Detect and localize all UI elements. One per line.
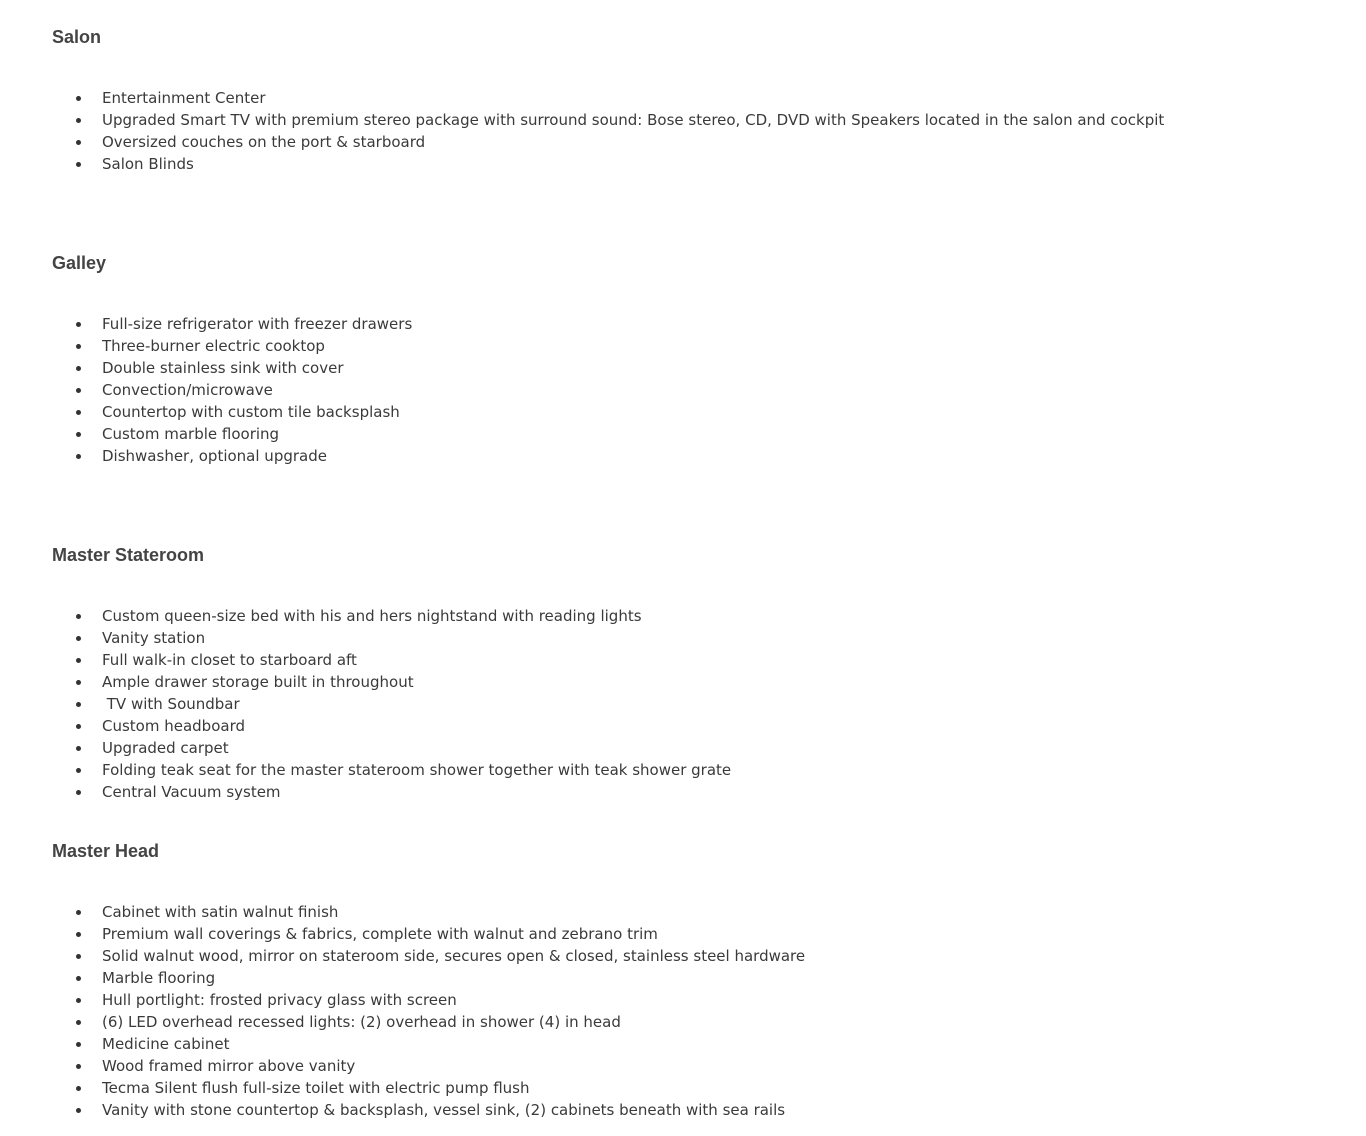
list-item: Convection/microwave bbox=[0, 379, 412, 401]
list-item: Ample drawer storage built in throughout bbox=[0, 671, 731, 693]
list-item: Central Vacuum system bbox=[0, 781, 731, 803]
list-item: Full-size refrigerator with freezer drawers bbox=[0, 313, 412, 335]
list-item: TV with Soundbar bbox=[0, 693, 731, 715]
list-item: Tecma Silent flush full-size toilet with electric pump flush bbox=[0, 1077, 805, 1099]
list-item: Dishwasher, optional upgrade bbox=[0, 445, 412, 467]
master-head-feature-list bbox=[0, 901, 805, 1121]
list-item: Vanity with stone countertop & backsplash, vessel sink, (2) cabinets beneath with sea rails bbox=[0, 1099, 805, 1121]
list-item: Solid walnut wood, mirror on stateroom side, secures open & closed, stainless steel hardware bbox=[0, 945, 805, 967]
section-title-salon: Salon bbox=[52, 27, 102, 47]
list-item: Double stainless sink with cover bbox=[0, 357, 412, 379]
section-title-master-stateroom: Master Stateroom bbox=[52, 545, 205, 565]
list-item: Folding teak seat for the master stateroom shower together with teak shower grate bbox=[0, 759, 731, 781]
list-item: Entertainment Center bbox=[0, 87, 1164, 109]
salon-feature-list bbox=[0, 87, 1164, 175]
master-stateroom-feature-list bbox=[0, 605, 731, 803]
list-item: Cabinet with satin walnut finish bbox=[0, 901, 805, 923]
list-item: Medicine cabinet bbox=[0, 1033, 805, 1055]
list-item: Oversized couches on the port & starboard bbox=[0, 131, 1164, 153]
section-title-master-head: Master Head bbox=[52, 841, 160, 861]
list-item: Salon Blinds bbox=[0, 153, 1164, 175]
galley-feature-list bbox=[0, 313, 412, 467]
list-item: Premium wall coverings & fabrics, complete with walnut and zebrano trim bbox=[0, 923, 805, 945]
list-item: (6) LED overhead recessed lights: (2) overhead in shower (4) in head bbox=[0, 1011, 805, 1033]
section-title-galley: Galley bbox=[52, 253, 107, 273]
list-item: Wood framed mirror above vanity bbox=[0, 1055, 805, 1077]
list-item: Custom queen-size bed with his and hers nightstand with reading lights bbox=[0, 605, 731, 627]
list-item: Marble flooring bbox=[0, 967, 805, 989]
list-item: Custom marble flooring bbox=[0, 423, 412, 445]
list-item: Vanity station bbox=[0, 627, 731, 649]
list-item: Upgraded Smart TV with premium stereo package with surround sound: Bose stereo, CD, DVD with Speakers located in the salon and cockpit bbox=[0, 109, 1164, 131]
list-item: Hull portlight: frosted privacy glass with screen bbox=[0, 989, 805, 1011]
list-item: Full walk-in closet to starboard aft bbox=[0, 649, 731, 671]
list-item: Custom headboard bbox=[0, 715, 731, 737]
list-item: Three-burner electric cooktop bbox=[0, 335, 412, 357]
list-item: Countertop with custom tile backsplash bbox=[0, 401, 412, 423]
list-item: Upgraded carpet bbox=[0, 737, 731, 759]
